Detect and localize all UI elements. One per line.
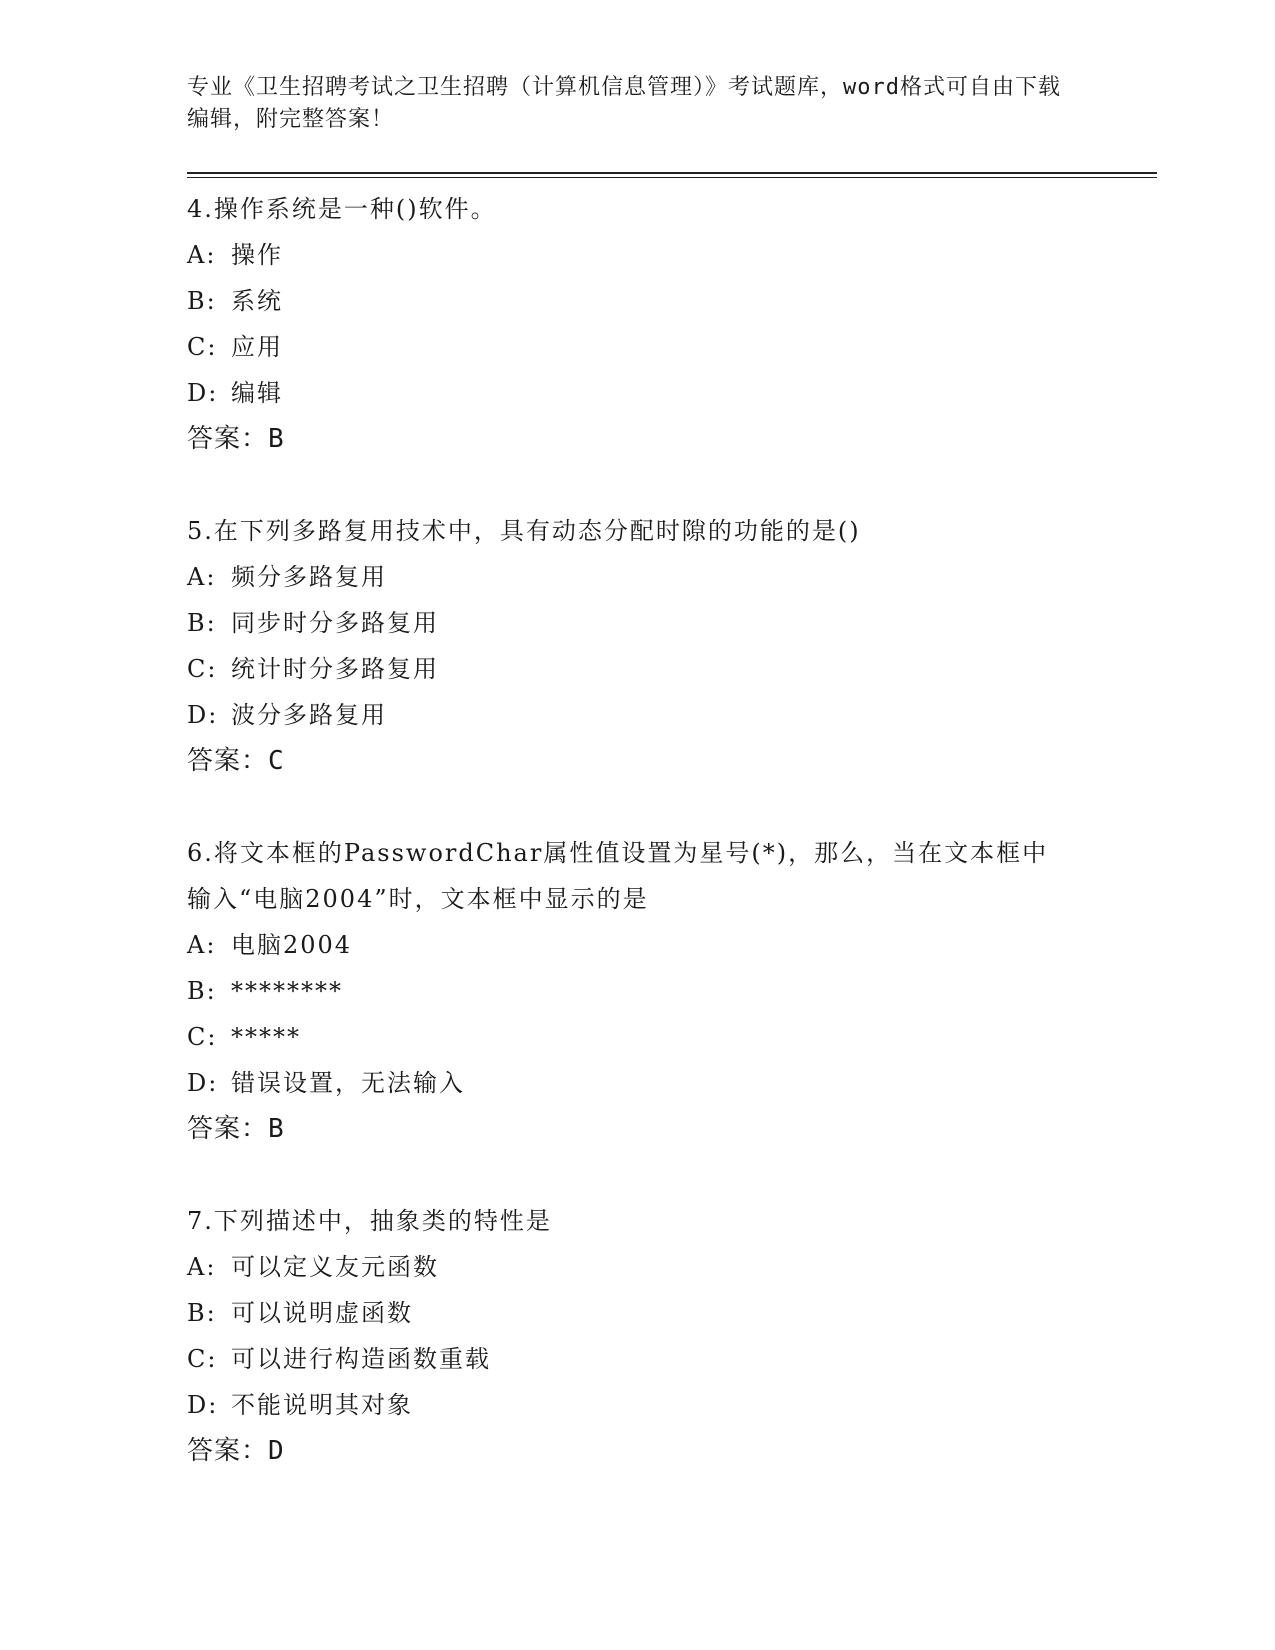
option-b <box>187 1290 1157 1336</box>
question-stem: 4.操作系统是一种()软件。 <box>187 195 497 223</box>
option-letter: C: <box>187 333 218 361</box>
option-letter: A: <box>187 1253 217 1281</box>
option-a <box>187 922 1157 968</box>
option-d <box>187 1382 1157 1428</box>
option-text: 可以进行构造函数重载 <box>231 1345 491 1373</box>
option-text: 应用 <box>231 333 283 361</box>
option-text: 同步时分多路复用 <box>231 609 439 637</box>
option-b <box>187 968 1157 1014</box>
option-a <box>187 1244 1157 1290</box>
option-letter: D: <box>187 379 219 407</box>
option-text: 系统 <box>231 287 283 315</box>
option-a <box>187 554 1157 600</box>
option-letter: B: <box>187 977 217 1005</box>
question-stem: 7.下列描述中，抽象类的特性是 <box>187 1207 552 1235</box>
option-a <box>187 232 1157 278</box>
option-text: 不能说明其对象 <box>231 1391 413 1419</box>
question-stem: 5.在下列多路复用技术中，具有动态分配时隙的功能的是() <box>187 517 861 545</box>
option-b <box>187 600 1157 646</box>
answer-line: 答案：B <box>187 424 285 454</box>
option-c <box>187 1336 1157 1382</box>
option-d <box>187 692 1157 738</box>
option-text: 统计时分多路复用 <box>231 655 439 683</box>
option-text: 可以定义友元函数 <box>231 1253 439 1281</box>
option-d <box>187 370 1157 416</box>
answer-line: 答案：D <box>187 1436 285 1466</box>
option-b <box>187 278 1157 324</box>
option-c <box>187 646 1157 692</box>
option-c <box>187 324 1157 370</box>
option-letter: B: <box>187 609 217 637</box>
question-4 <box>187 186 1157 462</box>
option-text: 电脑2004 <box>231 931 353 959</box>
document-page <box>187 72 1157 1520</box>
option-text: 波分多路复用 <box>231 701 387 729</box>
option-d <box>187 1060 1157 1106</box>
document-header: 专业《卫生招聘考试之卫生招聘（计算机信息管理）》考试题库，word格式可自由下载编辑，附完整答案！ <box>187 75 1061 132</box>
option-letter: D: <box>187 701 219 729</box>
option-text: ******** <box>231 977 343 1005</box>
question-list <box>187 186 1157 1474</box>
option-letter: D: <box>187 1391 219 1419</box>
option-letter: A: <box>187 931 217 959</box>
option-letter: D: <box>187 1069 219 1097</box>
answer-line: 答案：C <box>187 746 285 776</box>
answer-line: 答案：B <box>187 1114 285 1144</box>
question-stem: 6.将文本框的PasswordChar属性值设置为星号(*)，那么，当在文本框中输入“电脑2004”时，文本框中显示的是 <box>187 839 1049 913</box>
question-6 <box>187 830 1157 1152</box>
option-letter: B: <box>187 287 217 315</box>
option-text: 错误设置，无法输入 <box>231 1069 465 1097</box>
option-letter: C: <box>187 655 218 683</box>
header-divider <box>187 172 1157 178</box>
option-letter: A: <box>187 241 217 269</box>
option-text: 频分多路复用 <box>231 563 387 591</box>
option-letter: C: <box>187 1023 218 1051</box>
option-c <box>187 1014 1157 1060</box>
option-text: 可以说明虚函数 <box>231 1299 413 1327</box>
option-letter: A: <box>187 563 217 591</box>
option-letter: C: <box>187 1345 218 1373</box>
option-text: 编辑 <box>231 379 283 407</box>
option-text: 操作 <box>231 241 283 269</box>
question-7 <box>187 1198 1157 1474</box>
option-text: ***** <box>231 1023 301 1051</box>
question-5 <box>187 508 1157 784</box>
option-letter: B: <box>187 1299 217 1327</box>
